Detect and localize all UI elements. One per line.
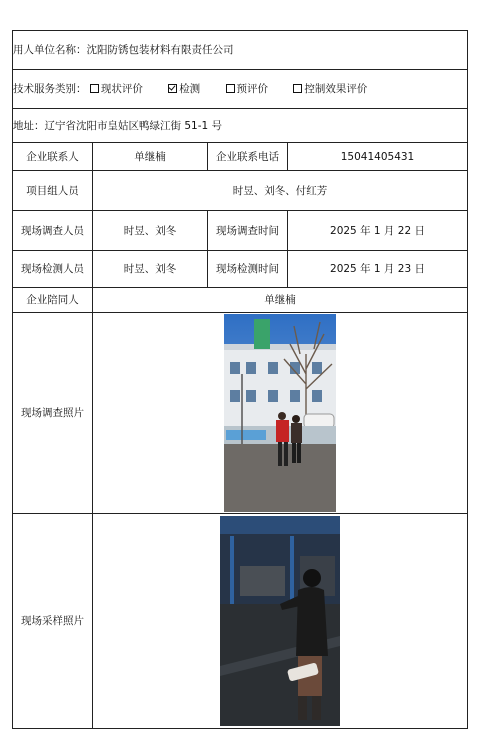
contact-name: 单继楠 <box>93 143 208 171</box>
option-control-effect-evaluation[interactable]: 控制效果评价 <box>293 83 367 95</box>
employer-label: 用人单位名称： <box>13 44 87 56</box>
address-cell <box>13 109 468 143</box>
contact-row <box>13 143 468 171</box>
testing-time-label: 现场检测时间 <box>208 251 288 288</box>
testing-staff: 时昱、刘冬 <box>93 251 208 288</box>
sampling-photo <box>220 516 340 726</box>
address-label: 地址： <box>13 119 45 132</box>
service-type-label: 技术服务类别： <box>13 83 87 95</box>
survey-photo-label: 现场调查照片 <box>13 313 93 514</box>
employer-cell <box>13 31 468 70</box>
contact-label: 企业联系人 <box>13 143 93 171</box>
survey-staff: 时昱、刘冬 <box>93 211 208 251</box>
survey-time: 2025 年 1 月 22 日 <box>288 211 468 251</box>
checkbox-icon[interactable] <box>226 84 235 93</box>
survey-row <box>13 211 468 251</box>
sampling-photo-label: 现场采样照片 <box>13 514 93 729</box>
survey-time-label: 现场调查时间 <box>208 211 288 251</box>
checkbox-icon[interactable] <box>90 84 99 93</box>
survey-staff-label: 现场调查人员 <box>13 211 93 251</box>
accompany-name: 单继楠 <box>93 288 468 313</box>
checkbox-checked-icon[interactable] <box>168 84 177 93</box>
testing-row <box>13 251 468 288</box>
survey-photo <box>224 314 336 512</box>
checkbox-icon[interactable] <box>293 84 302 93</box>
site-record-table <box>12 30 468 729</box>
accompany-row <box>13 288 468 313</box>
testing-staff-label: 现场检测人员 <box>13 251 93 288</box>
sampling-photo-cell <box>93 514 468 729</box>
sampling-photo-row <box>13 514 468 729</box>
employer-name: 沈阳防锈包装材料有限责任公司 <box>86 44 234 56</box>
contact-phone: 15041405431 <box>288 143 468 171</box>
option-testing[interactable]: 检测 <box>168 83 200 95</box>
team-members: 时昱、刘冬、付红芳 <box>93 171 468 211</box>
option-status-evaluation[interactable]: 现状评价 <box>90 83 143 95</box>
service-type-row <box>13 70 468 109</box>
team-row <box>13 171 468 211</box>
accompany-label: 企业陪同人 <box>13 288 93 313</box>
option-pre-evaluation[interactable]: 预评价 <box>226 83 269 95</box>
employer-row <box>13 31 468 70</box>
contact-phone-label: 企业联系电话 <box>208 143 288 171</box>
address-value: 辽宁省沈阳市皇姑区鸭绿江街 51-1 号 <box>44 119 223 132</box>
service-type-cell <box>13 70 468 109</box>
survey-photo-row <box>13 313 468 514</box>
survey-photo-cell <box>93 313 468 514</box>
address-row <box>13 109 468 143</box>
testing-time: 2025 年 1 月 23 日 <box>288 251 468 288</box>
team-label: 项目组人员 <box>13 171 93 211</box>
